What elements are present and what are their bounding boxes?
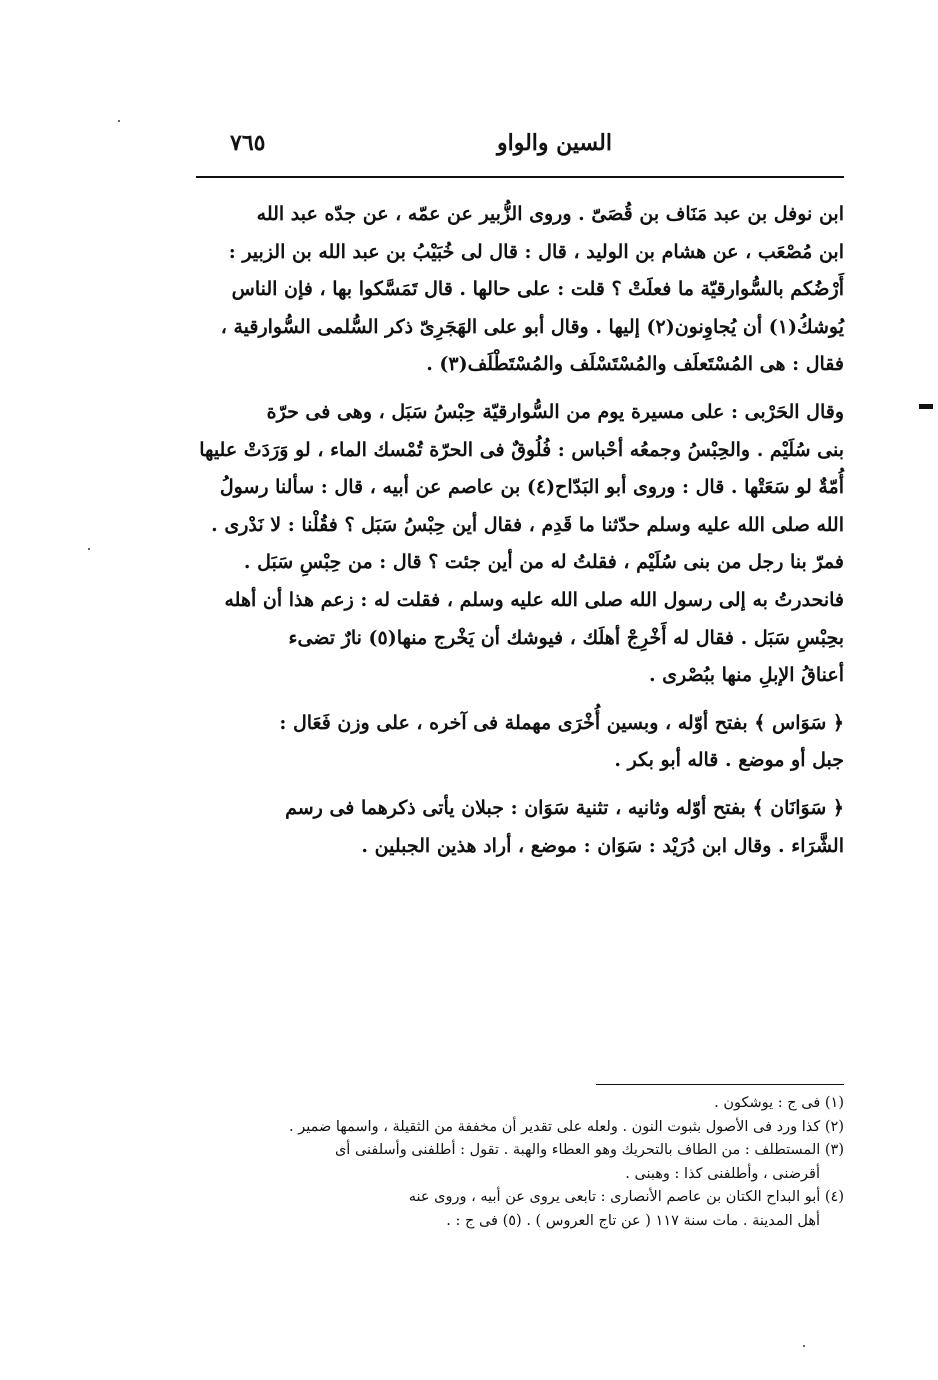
scan-edge-mark [919,404,933,409]
running-title: السين والواو [496,130,612,156]
text-line: جبل أو موضع . قاله أبو بكر . [614,749,844,772]
scan-speck [803,1345,805,1347]
paragraph-2 [196,394,844,695]
entry-sawas [196,705,844,780]
text-line: أَرْضُكم بالسُّوارقيّة ما فعلَتْ ؟ قلت : على حالها . قال تَمَسَّكوا بها ، فإن الناس [231,278,844,301]
text-line: فقال : هى المُسْتَعلَف والمُسْتَسْلَف والمُسْتَطْلَف(٣) . [426,353,844,376]
text-line: ابن نوفل بن عبد مَنَاف بن قُصَىّ . وروى الزُّبير عن عمّه ، عن جدّه عبد الله [256,203,844,225]
footnote-line: (٤) أبو البداح الكتان بن عاصم الأنصارى : تابعى يروى عن أبيه ، وروى عنه [408,1189,844,1205]
text-line: ابن مُصْعَب ، عن هشام بن الوليد ، قال : قال لى خُبَيْبُ بن عبد الله بن الزبير : [228,240,844,263]
page-number: ٧٦٥ [230,130,266,156]
footnote-line: أقرضنى ، وأطلفنى كذا : وهبنى . [625,1165,820,1182]
text-line: الله صلى الله عليه وسلم حدّثنا ما قَدِم ، فقال أين حِبْسُ سَبَل ؟ فقُلْنا : لا نَدْرى . [211,513,844,536]
text-line: فانحدرتُ به إلى رسول الله صلى الله عليه وسلم ، فقلت له : زعم هذا أن أهله [224,588,844,611]
header-rule [196,176,844,178]
page-header [196,124,844,170]
paragraph-1 [196,196,844,384]
text-line: وقال الحَرْبى : على مسيرة يوم من السُّوارقيّة حِبْسُ سَبَل ، وهى فى حرّة [266,400,844,423]
scan-speck [118,120,120,122]
footnote-rule [596,1084,844,1085]
text-line: يُوشكُ(١) أن يُجاوِنون(٢) إليها . وقال أبو على الهَجَرِىّ ذكر السُّلمى السُّوارقية ، [220,315,844,338]
footnote-line: أهل المدينة . مات سنة ١١٧ ( عن تاج العروس ) . (٥) فى ج : . [446,1212,820,1229]
text-line: بحِبْسِ سَبَل . فقال له أَخْرِجْ أهلَك ، فيوشك أن يَخْرج منها(٥) نارٌ تضىء [288,626,844,649]
text-line: بنى سُلَيْم . والحِبْسُ وجمعُه أحْباس : فُلُوقٌ فى الحرّة تُمْسك الماء ، لو وَرَدَتْ عليها [199,438,844,461]
paragraph-gap [196,780,844,790]
paragraph-gap [196,695,844,705]
text-line: أُمّةٌ لو سَعَتْها . قال : وروى أبو البَدّاح(٤) بن عاصم عن أبيه ، قال : سألنا رسولُ [219,476,844,499]
entry-sawanan [196,790,844,865]
main-text [196,196,844,865]
text-line: ﴿ سَوَانَان ﴾ بفتح أوّله وثانيه ، تثنية سَوَان : جبلان يأتى ذكرهما فى رسم [285,796,844,819]
footnote-line: (٣) المستطلف : من الطاف بالتحريك وهو العطاء والهبة . تقول : أطلفنى وأسلفنى أى [334,1142,844,1158]
footnotes [196,1092,844,1233]
paragraph-gap [196,384,844,394]
text-line: أعناقُ الإبلِ منها ببُصْرى . [648,664,844,687]
scan-speck [88,548,90,550]
footnote-line: (٢) كذا ورد فى الأصول بثبوت النون . ولعله على تقدير أن مخففة من الثقيلة ، واسمها ضمير . [289,1118,844,1135]
text-line: فمرّ بنا رجل من بنى سُلَيْم ، فقلتُ له من أين جئت ؟ قال : من حِبْسِ سَبَل . [243,551,844,574]
text-line: الشَّرَاء . وقال ابن دُرَيْد : سَوَان : موضع ، أراد هذين الجبلين . [361,834,844,857]
footnote-line: (١) فى ج : يوشكون . [714,1095,844,1111]
text-line: ﴿ سَوَاس ﴾ بفتح أوّله ، وبسين أُخْرَى مهملة فى آخره ، على وزن فَعَال : [279,711,844,734]
